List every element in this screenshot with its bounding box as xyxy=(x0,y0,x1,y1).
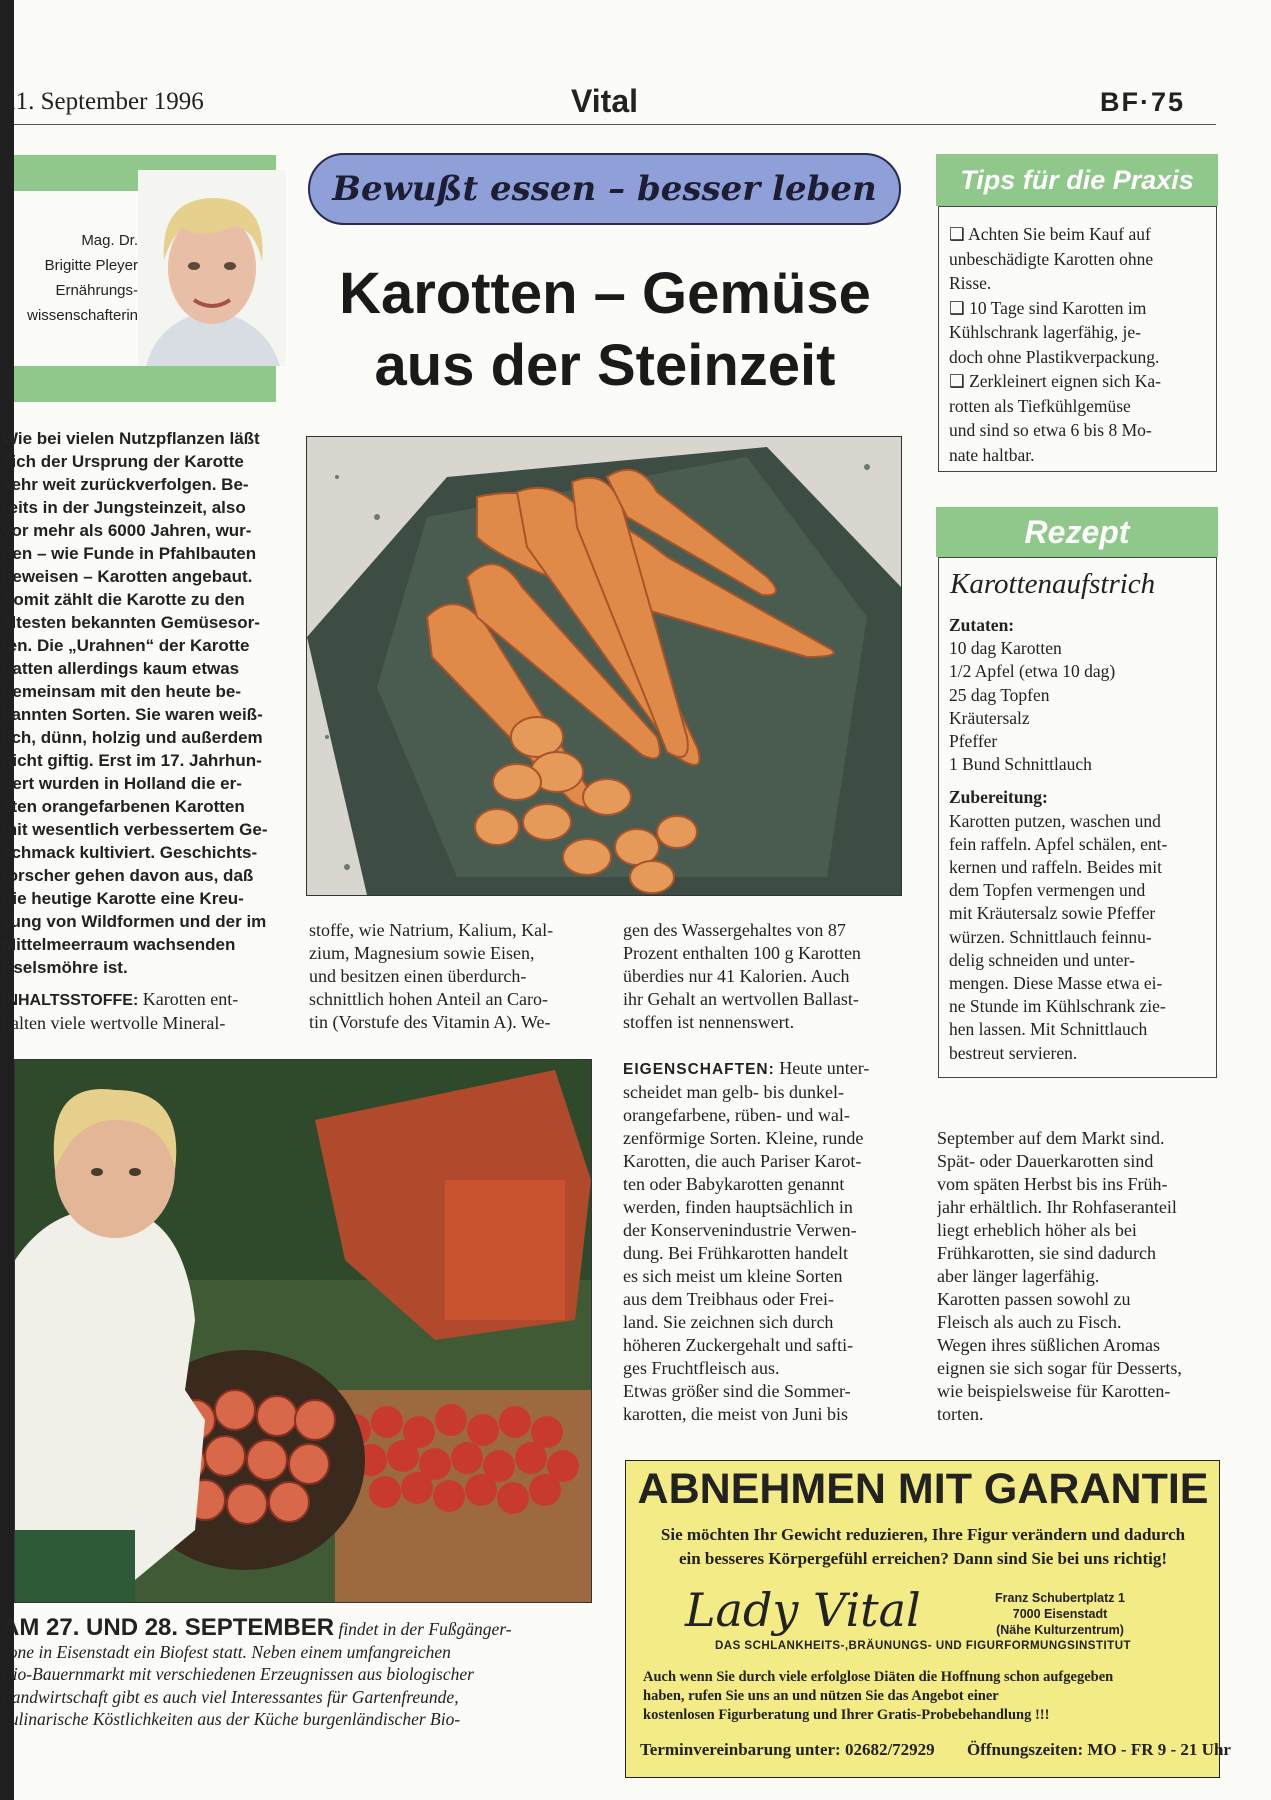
text-line: die heutige Karotte eine Kreu- xyxy=(2,889,244,908)
text-line: unbeschädigte Karotten ohne xyxy=(949,248,1154,269)
ad-address-line: 7000 Eisenstadt xyxy=(1012,1607,1108,1621)
headline-line-2: aus der Steinzeit xyxy=(374,333,836,398)
author-bar-bottom xyxy=(14,366,276,402)
recipe-line: Pfeffer xyxy=(949,731,998,752)
eigen-head: EIGENSCHAFTEN: xyxy=(623,1061,775,1078)
ad-body xyxy=(643,1668,1208,1725)
text-line: ❑ 10 Tage sind Karotten im xyxy=(949,297,1147,318)
text-line: wie beispielsweise für Karotten- xyxy=(937,1381,1171,1401)
text-line: hatten allerdings kaum etwas xyxy=(2,659,240,678)
ad-body-line: haben, rufen Sie uns an und nützen Sie das Angebot einer xyxy=(643,1688,999,1704)
text-line: doch ohne Plastikverpackung. xyxy=(949,346,1160,367)
tips-list xyxy=(949,222,1211,467)
ad-address-line: (Nähe Kulturzentrum) xyxy=(996,1623,1124,1637)
eigenschaften-paragraph xyxy=(623,1057,913,1426)
text-line: aus dem Treibhaus oder Frei- xyxy=(623,1289,834,1309)
text-line: zone in Eisenstadt ein Biofest statt. Neben einem umfangreichen xyxy=(2,1641,451,1662)
column-4 xyxy=(937,1127,1222,1426)
text-line: karotten, die meist von Juni bis xyxy=(623,1404,848,1424)
text-line: scheidet man gelb- bis dunkel- xyxy=(623,1082,844,1102)
text-line: sten orangefarbenen Karotten xyxy=(2,797,245,816)
caption-first: findet in der Fußgänger- xyxy=(334,1619,512,1639)
text-line: ältesten bekannten Gemüsesor- xyxy=(2,613,260,632)
text-line: Prozent enthalten 100 g Karotten xyxy=(623,943,861,963)
recipe-line: hen lassen. Mit Schnittlauch xyxy=(949,1019,1148,1040)
caption-lead: AM 27. UND 28. SEPTEMBER xyxy=(2,1617,335,1641)
text-line: dert wurden in Holland die er- xyxy=(2,774,242,793)
recipe-line: Karotten putzen, waschen und xyxy=(949,810,1161,831)
text-line: Bio-Bauernmarkt mit verschiedenen Erzeugnissen aus biologischer xyxy=(2,1664,474,1684)
recipe-line: kernen und raffeln. Beides mit xyxy=(949,857,1163,878)
text-line: Spät- oder Dauerkarotten sind xyxy=(937,1151,1154,1171)
recipe-line: Zutaten: xyxy=(949,615,1015,635)
tips-heading: Tips für die Praxis xyxy=(960,165,1194,195)
text-line: es sich meist um kleine Sorten xyxy=(623,1266,843,1286)
text-line: liegt erheblich höher als bei xyxy=(937,1220,1137,1240)
text-line: Risse. xyxy=(949,273,992,293)
recipe-line: Kräutersalz xyxy=(949,707,1030,728)
inhalt-head: INHALTSSTOFFE: xyxy=(2,992,139,1009)
recipe-line: delig schneiden und unter- xyxy=(949,949,1135,970)
ad-address-line: Franz Schubertplatz 1 xyxy=(995,1591,1125,1605)
text-line: Eselsmöhre ist. xyxy=(2,958,128,977)
text-line: ❑ Zerkleinert eignen sich Ka- xyxy=(949,371,1161,391)
text-line: halten viele wertvolle Mineral- xyxy=(2,1013,226,1033)
text-line: jahr erhältlich. Ihr Rohfaseranteil xyxy=(937,1197,1177,1217)
text-line: stoffe, wie Natrium, Kalium, Kal- xyxy=(309,920,554,940)
text-line: Etwas größer sind die Sommer- xyxy=(623,1381,851,1401)
text-line: ihr Gehalt an wertvollen Ballast- xyxy=(623,989,859,1009)
text-line: Wegen ihres süßlichen Aromas xyxy=(937,1335,1160,1355)
text-line: Somit zählt die Karotte zu den xyxy=(2,590,245,609)
text-line: September auf dem Markt sind. xyxy=(937,1128,1165,1148)
text-line: stoffen ist nennenswert. xyxy=(623,1012,795,1032)
headline-line-1: Karotten – Gemüse xyxy=(339,261,871,326)
column-3-top xyxy=(623,919,913,1034)
text-line: Karotten, die auch Pariser Karot- xyxy=(623,1151,862,1171)
text-line: vor mehr als 6000 Jahren, wur- xyxy=(2,521,252,540)
author-line: Brigitte Pleyer xyxy=(44,257,138,274)
recipe-line: dem Topfen vermengen und xyxy=(949,880,1146,901)
recipe-line: würzen. Schnittlauch feinnu- xyxy=(949,926,1152,947)
text-line: zenförmige Sorten. Kleine, runde xyxy=(623,1128,864,1148)
header-rule xyxy=(14,124,1216,125)
page-number: BF·75 xyxy=(1100,87,1186,117)
eigen-first: Heute unter- xyxy=(774,1058,870,1078)
recipe-line: 25 dag Topfen xyxy=(949,684,1050,705)
author-line: Ernährungs- xyxy=(55,282,138,299)
ad-subtitle xyxy=(633,1523,1213,1571)
text-line: tin (Vorstufe des Vitamin A). We- xyxy=(309,1012,551,1032)
text-line: schnittlich hohen Anteil an Caro- xyxy=(309,989,548,1009)
series-banner xyxy=(308,153,901,225)
text-line: orangefarbene, rüben- und wal- xyxy=(623,1105,850,1125)
text-line: nate haltbar. xyxy=(949,444,1035,465)
text-line: überdies nur 41 Kalorien. Auch xyxy=(623,966,850,986)
text-line: zium, Magnesium sowie Eisen, xyxy=(309,943,535,963)
ad-phone: Terminvereinbarung unter: 02682/72929 xyxy=(640,1740,935,1759)
series-banner-text: Bewußt essen – besser leben xyxy=(332,169,877,209)
text-line: sich der Ursprung der Karotte xyxy=(2,452,244,471)
text-line: Frühkarotten, sie sind dadurch xyxy=(937,1243,1156,1263)
lead-paragraph xyxy=(2,427,278,979)
girl-apples-photo xyxy=(14,1059,592,1603)
ad-title: ABNEHMEN MIT GARANTIE xyxy=(637,1465,1209,1513)
author-line: wissenschafterin xyxy=(27,307,138,324)
recipe-line: 1/2 Apfel (etwa 10 dag) xyxy=(949,661,1116,682)
recipe-heading-bar xyxy=(936,507,1218,557)
text-line: ❑ Achten Sie beim Kauf auf xyxy=(949,224,1151,244)
text-line: schmack kultiviert. Geschichts- xyxy=(2,843,258,862)
recipe-body xyxy=(949,614,1211,1065)
text-line: und sind so etwa 6 bis 8 Mo- xyxy=(949,420,1152,440)
text-line: Kühlschrank lagerfähig, je- xyxy=(949,322,1141,342)
recipe-line: mit Kräutersalz sowie Pfeffer xyxy=(949,903,1156,924)
text-line: sehr weit zurückverfolgen. Be- xyxy=(2,475,249,494)
spacer xyxy=(949,776,1211,786)
recipe-heading: Rezept xyxy=(1024,514,1130,550)
author-portrait xyxy=(138,170,286,366)
recipe-line: fein raffeln. Apfel schälen, ent- xyxy=(949,833,1168,854)
text-line: mit wesentlich verbessertem Ge- xyxy=(2,820,268,839)
recipe-line: ne Stunde im Kühlschrank zie- xyxy=(949,996,1166,1017)
ad-subtitle-line: Sie möchten Ihr Gewicht reduzieren, Ihre Figur verändern und dadurch xyxy=(660,1525,1186,1544)
text-line: gemeinsam mit den heute be- xyxy=(2,682,241,701)
ad-body-line: Auch wenn Sie durch viele erfolglose Diäten die Hoffnung schon aufgegeben xyxy=(643,1669,1114,1685)
text-line: gen des Wassergehaltes von 87 xyxy=(623,920,846,940)
text-line: Fleisch als auch zu Fisch. xyxy=(937,1312,1122,1332)
text-line: ten oder Babykarotten genannt xyxy=(623,1174,845,1194)
recipe-line: 10 dag Karotten xyxy=(949,638,1062,659)
text-line: beweisen – Karotten angebaut. xyxy=(2,567,253,586)
carrots-photo xyxy=(306,436,902,896)
text-line xyxy=(2,988,282,1012)
ad-tagline: DAS SCHLANKHEITS-,BRÄUNUNGS- UND FIGURFORMUNGSINSTITUT xyxy=(714,1640,1132,1652)
text-line: dung. Bei Frühkarotten handelt xyxy=(623,1243,848,1263)
article-headline xyxy=(300,258,910,402)
text-line: und besitzen einen überdurch- xyxy=(309,966,527,986)
recipe-line: 1 Bund Schnittlauch xyxy=(949,754,1092,775)
photo-caption xyxy=(2,1617,590,1731)
text-line: reits in der Jungsteinzeit, also xyxy=(2,498,246,517)
text-line: lich, dünn, holzig und außerdem xyxy=(2,728,263,747)
text-line: Mittelmeerraum wachsenden xyxy=(2,935,236,954)
text-line: rotten als Tiefkühlgemüse xyxy=(949,395,1131,416)
text-line xyxy=(2,1617,590,1641)
author-byline xyxy=(20,228,138,328)
column-2 xyxy=(309,919,599,1034)
section-title: Vital xyxy=(571,83,638,119)
inhaltsstoffe-paragraph xyxy=(2,988,282,1035)
tips-heading-bar xyxy=(936,154,1218,206)
author-line: Mag. Dr. xyxy=(81,232,138,249)
text-line: ten. Die „Urahnen“ der Karotte xyxy=(2,636,250,655)
text-line: vom späten Herbst bis ins Früh- xyxy=(937,1174,1168,1194)
text-line xyxy=(623,1057,913,1081)
ad-logo: Lady Vital xyxy=(685,1583,921,1637)
recipe-title: Karottenaufstrich xyxy=(950,568,1156,600)
recipe-line: Zubereitung: xyxy=(949,787,1048,808)
inhalt-first: Karotten ent- xyxy=(138,989,239,1009)
ad-hours: Öffnungszeiten: MO - FR 9 - 21 Uhr xyxy=(967,1740,1231,1759)
recipe-line: mengen. Diese Masse etwa ei- xyxy=(949,973,1163,994)
ad-subtitle-line: ein besseres Körpergefühl erreichen? Dann sind Sie bei uns richtig! xyxy=(678,1549,1168,1568)
ad-body-line: kostenlosen Figurberatung und Ihrer Gratis-Probebehandlung !!! xyxy=(643,1707,1050,1723)
text-line: kulinarische Köstlichkeiten aus der Küche burgenländischer Bio- xyxy=(2,1709,461,1729)
text-line: höheren Zuckergehalt und safti- xyxy=(623,1335,854,1355)
issue-date: 11. September 1996 xyxy=(4,88,204,115)
text-line: kannten Sorten. Sie waren weiß- xyxy=(2,705,263,724)
text-line: Wie bei vielen Nutzpflanzen läßt xyxy=(2,429,260,448)
text-line: aber länger lagerfähig. xyxy=(937,1266,1100,1286)
text-line: den – wie Funde in Pfahlbauten xyxy=(2,544,257,563)
recipe-line: bestreut servieren. xyxy=(949,1042,1078,1063)
text-line: Landwirtschaft gibt es auch viel Interessantes für Gartenfreunde, xyxy=(2,1686,459,1707)
text-line: zung von Wildformen und der im xyxy=(2,912,267,931)
text-line: land. Sie zeichnen sich durch xyxy=(623,1312,834,1332)
text-line: forscher gehen davon aus, daß xyxy=(2,866,254,885)
text-line: der Konservenindustrie Verwen- xyxy=(623,1220,857,1240)
text-line: Karotten passen sowohl zu xyxy=(937,1289,1131,1309)
text-line: ges Fruchtfleisch aus. xyxy=(623,1358,780,1378)
text-line: torten. xyxy=(937,1404,984,1424)
text-line: nicht giftig. Erst im 17. Jahrhun- xyxy=(2,751,262,770)
text-line: werden, finden hauptsächlich in xyxy=(623,1197,853,1217)
text-line: eignen sie sich sogar für Desserts, xyxy=(937,1358,1182,1378)
ad-address xyxy=(960,1590,1160,1638)
